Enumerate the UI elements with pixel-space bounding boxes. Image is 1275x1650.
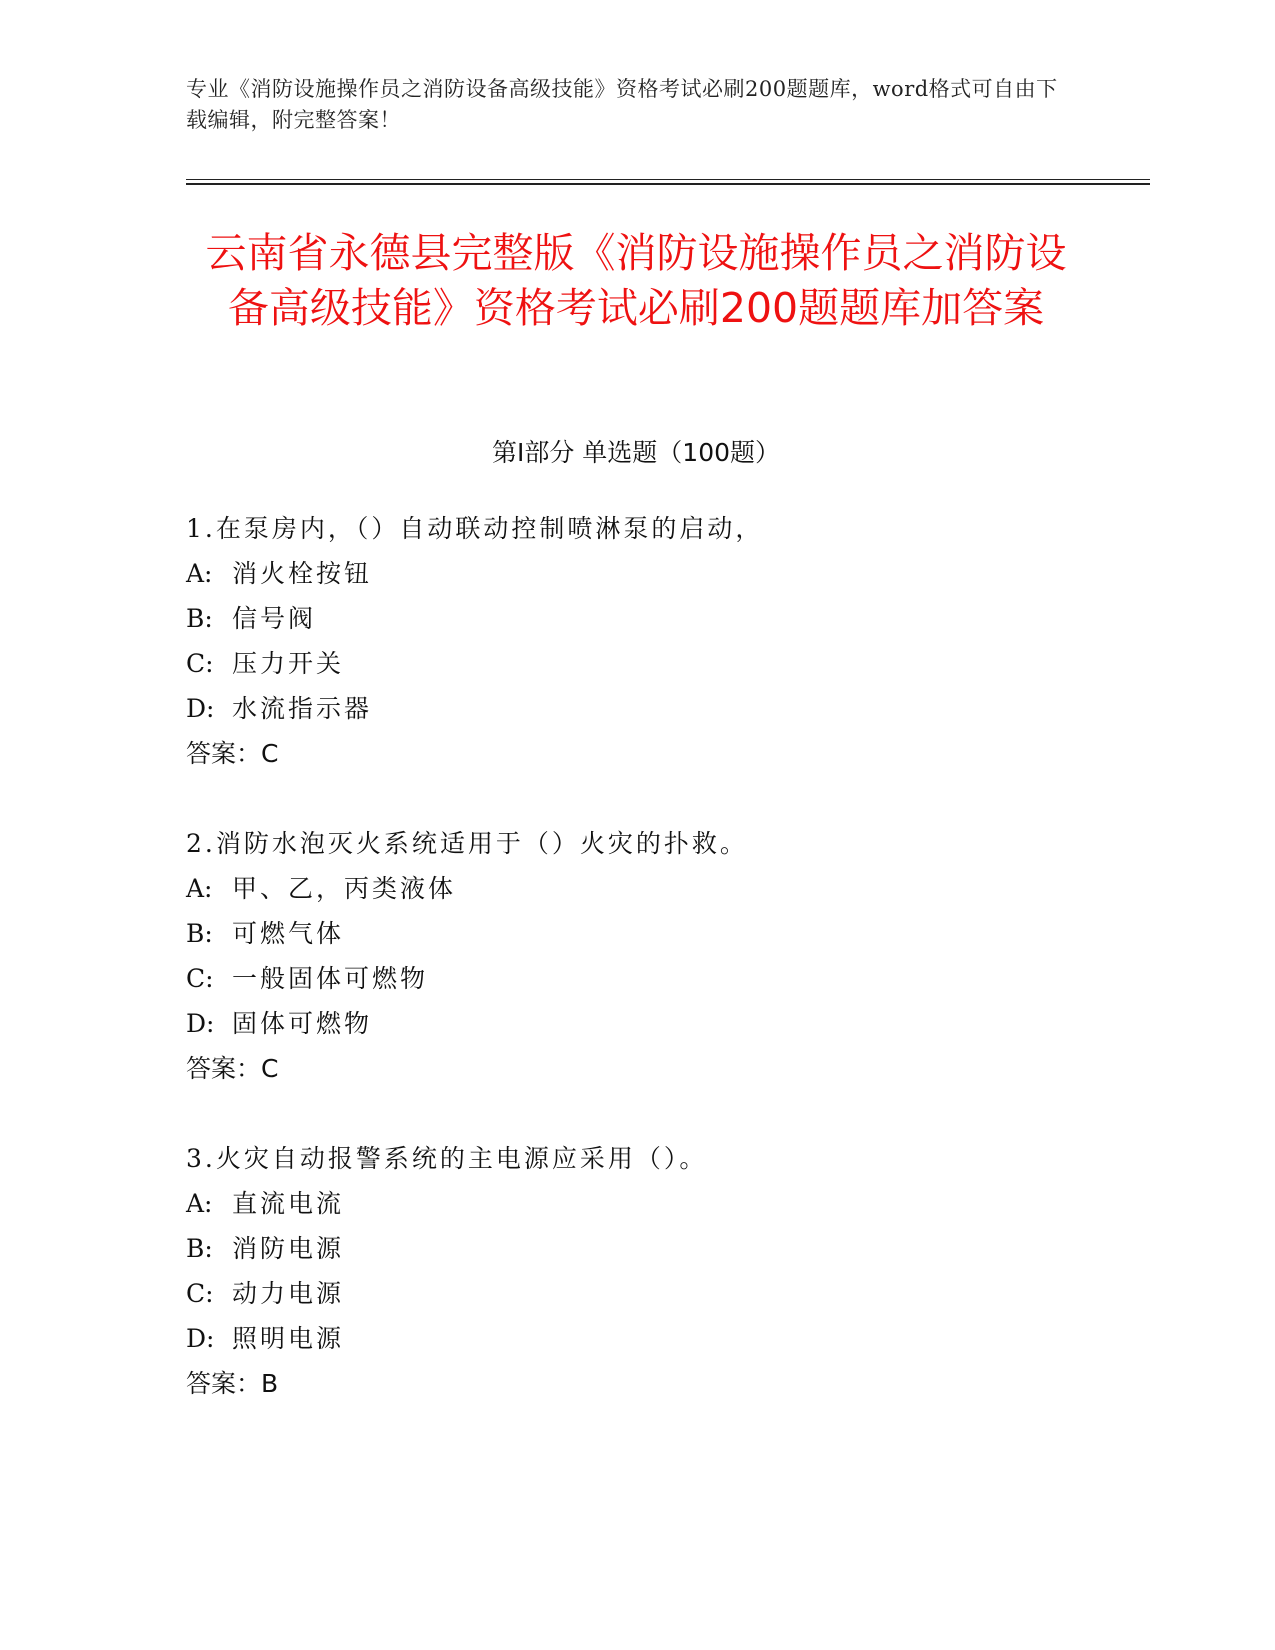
header-divider-thick	[186, 183, 1150, 185]
option-text: 可燃气体	[232, 919, 345, 948]
option-key: A:	[186, 559, 213, 588]
option-d	[186, 686, 1086, 731]
document-title: 云南省永德县完整版《消防设施操作员之消防设备高级技能》资格考试必刷200题题库加答案	[205, 229, 1067, 332]
option-d	[186, 1001, 1086, 1046]
section-heading: 第Ⅰ部分 单选题（100题）	[491, 438, 781, 467]
option-key: B:	[186, 919, 213, 948]
option-key: A:	[186, 874, 213, 903]
option-text: 水流指示器	[232, 694, 373, 723]
option-key: D:	[186, 694, 215, 723]
option-key: D:	[186, 1324, 215, 1353]
option-text: 压力开关	[232, 649, 345, 678]
option-c	[186, 1271, 1086, 1316]
option-key: A:	[186, 1189, 213, 1218]
option-c	[186, 956, 1086, 1001]
question-2	[186, 821, 1086, 1091]
answer-line: 答案：B	[186, 1369, 279, 1398]
option-text: 动力电源	[232, 1279, 345, 1308]
option-c	[186, 641, 1086, 686]
option-b	[186, 596, 1086, 641]
option-b	[186, 911, 1086, 956]
option-b	[186, 1226, 1086, 1271]
header-divider-thin	[186, 179, 1150, 180]
answer-line: 答案：C	[186, 739, 279, 768]
question-stem: 2.消防水泡灭火系统适用于（）火灾的扑救。	[186, 829, 748, 858]
option-d	[186, 1316, 1086, 1361]
option-text: 甲、乙，丙类液体	[232, 874, 457, 903]
option-text: 直流电流	[232, 1189, 345, 1218]
option-key: B:	[186, 1234, 213, 1263]
option-key: B:	[186, 604, 213, 633]
header-note: 专业《消防设施操作员之消防设备高级技能》资格考试必刷200题题库，word格式可自由下载编辑，附完整答案！	[186, 77, 1058, 132]
option-text: 一般固体可燃物	[232, 964, 429, 993]
option-a	[186, 551, 1086, 596]
option-key: C:	[186, 649, 214, 678]
option-key: D:	[186, 1009, 215, 1038]
option-text: 固体可燃物	[232, 1009, 373, 1038]
question-stem: 3.火灾自动报警系统的主电源应采用（）。	[186, 1144, 708, 1173]
option-a	[186, 1181, 1086, 1226]
question-1	[186, 506, 1086, 776]
option-text: 信号阀	[232, 604, 317, 633]
option-a	[186, 866, 1086, 911]
option-text: 消防电源	[232, 1234, 345, 1263]
answer-line: 答案：C	[186, 1054, 279, 1083]
option-text: 消火栓按钮	[232, 559, 373, 588]
option-key: C:	[186, 964, 214, 993]
question-3	[186, 1136, 1086, 1406]
question-stem: 1.在泵房内，（）自动联动控制喷淋泵的启动，	[186, 514, 764, 543]
option-key: C:	[186, 1279, 214, 1308]
option-text: 照明电源	[232, 1324, 345, 1353]
